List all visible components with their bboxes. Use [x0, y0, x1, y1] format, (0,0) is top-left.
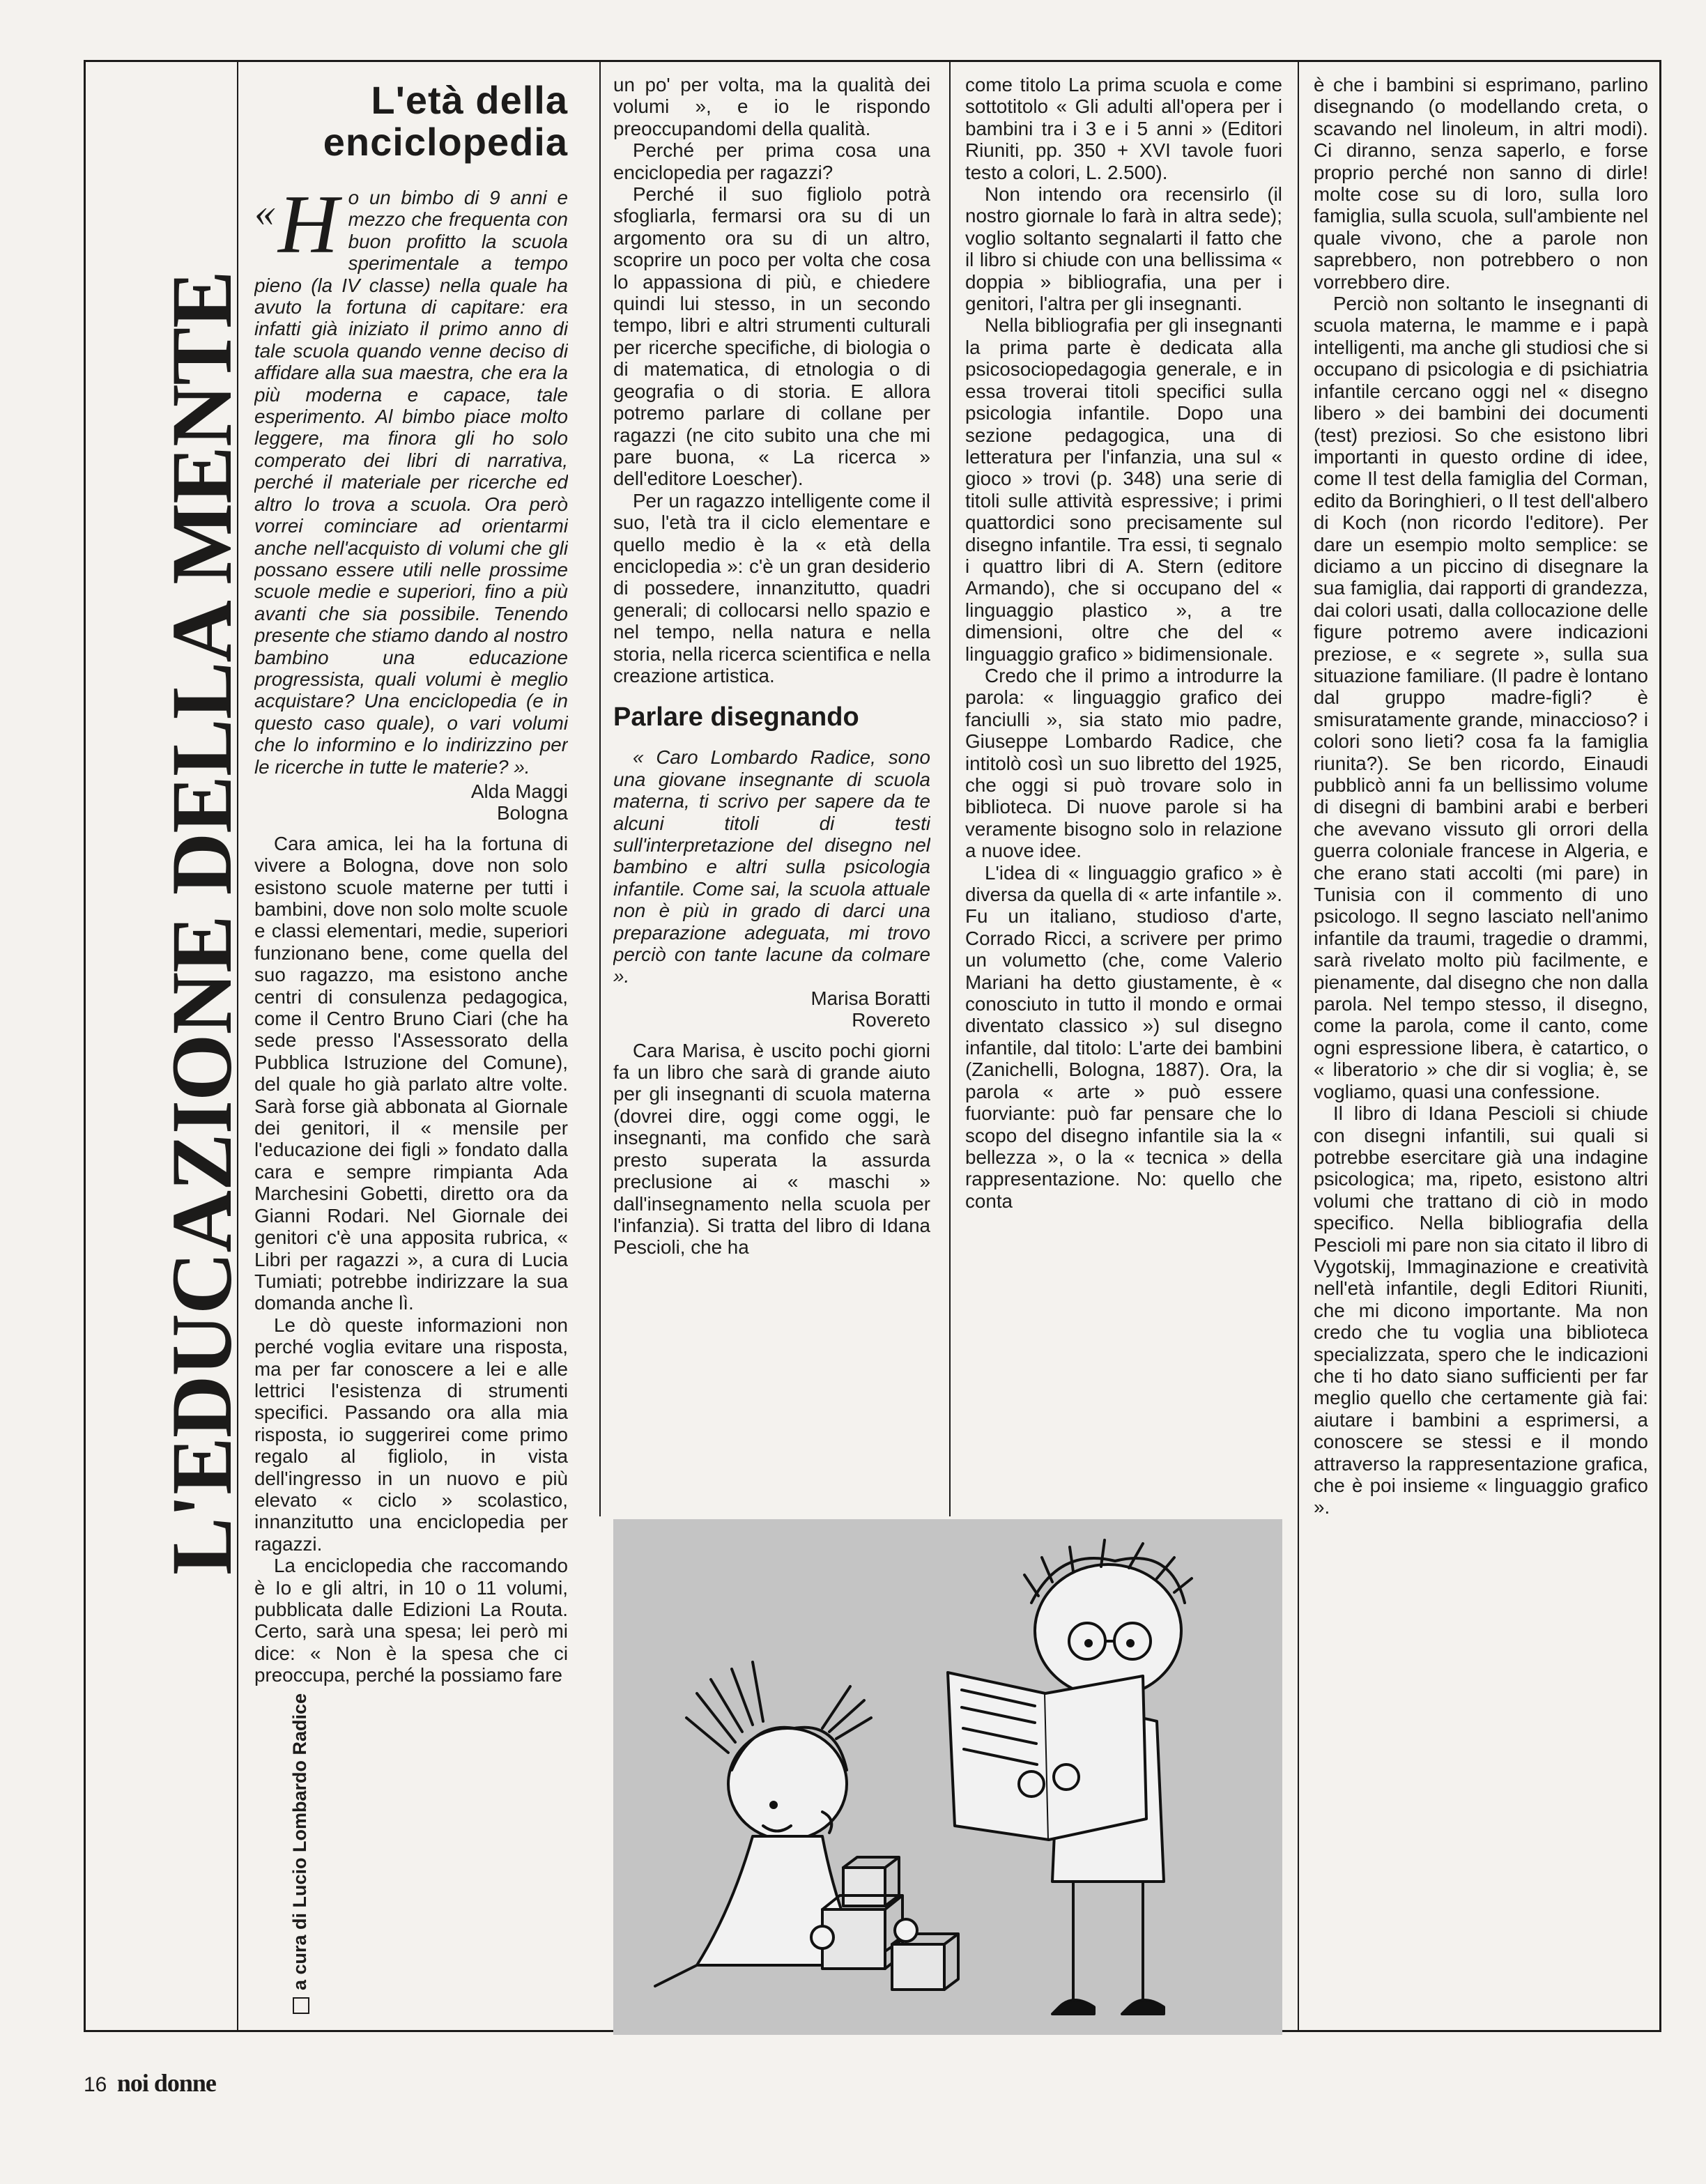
reader-letter: « Caro Lombardo Radice, sono una giovane insegnante di scuola materna, ti scrivo per sapere da te alcuni titoli di testi sull'interpretazione del disegno nel bambino e altri sulla psicologia infantile. Come sai, la scuola attuale non è più in grado di darci una preparazione adeguata, mi trovo perciò con tante lacune da colmare ». — [613, 746, 930, 987]
column-1 — [254, 74, 568, 2025]
section-title: L'EDUCAZIONE DELLA MENTE — [154, 271, 249, 1575]
title-line: enciclopedia — [323, 120, 568, 164]
quote-mark: « — [254, 189, 275, 235]
signature-name: Marisa Boratti — [810, 987, 930, 1009]
paragraph: Perciò non soltanto le insegnanti di scuola materna, le mamme e i papà intelligenti, ma anche gli studiosi che si occupano di psicologia e di psichiatria infantile cercano oggi nel « disegno libero » dei bambini dei documenti (test) preziosi. So che esistono libri importanti in questo ordine di idee, come Il test della famiglia del Corman, edito da Boringhieri, o Il test dell'albero di Koch (non ricordo l'editore). Per dare un esempio molto semplice: se diciamo a un piccino di disegnare la sua famiglia, dai rapporti di grandezza, dai colori usati, dalla collocazione delle figure potremo avere indicazioni preziose, e « segrete », sulla sua situazione familiare. (Il padre è lontano dal gruppo madre-figli? è smisuratamente grande, minaccioso? i colori sono lieti? cosa fa la famiglia riunita?). Se ben ricordo, Einaudi pubblicò anni fa un bellissimo volume di disegni di bambini arabi e berberi che avevano vissuto gli orrori della guerra coloniale francese in Algeria, e che erano stati accolti (mi pare) in Tunisia con il commento di uno psicologo. Il segno lasciato nell'animo infantile da traumi, tragedie o drammi, sarà rivelato molto più facilmente, e pienamente, dal disegno che non dalla parola. Nel tempo stesso, il disegno, come la parola, come il canto, come ogni espressione libera, è catartico, o « liberatorio » che dir si voglia; è, se vogliamo, quasi una confessione. — [1314, 293, 1648, 1102]
magazine-logo: noi donne — [116, 2069, 216, 2097]
article-title — [254, 79, 568, 163]
column-2 — [613, 74, 930, 1516]
paragraph: L'idea di « linguaggio grafico » è diversa da quella di « arte infantile ». Fu un italiano, studioso d'arte, Corrado Ricci, a scrivere per primo un volumetto (che, come Valerio Mariani ha detto giustamente, è « conosciuto in tutto il mondo e ormai diventato classico ») sul disegno infantile, dal titolo: L'arte dei bambini (Zanichelli, Bologna, 1887). Ora, la parola « arte » può essere fuorviante: può far pensare che lo scopo del disegno infantile sia la « bellezza », o la « tecnica » della rappresentazione. No: quello che conta — [965, 861, 1282, 1212]
signature-city: Bologna — [496, 802, 568, 824]
reader-letter — [254, 178, 568, 778]
column-rule — [949, 60, 951, 1516]
paragraph: Non intendo ora recensirlo (il nostro giornale lo farà in altra sede); voglio soltanto segnalarti il fatto che il libro si chiude con una bellissima « doppia » bibliografia, una per i genitori, l'altra per gli insegnanti. — [965, 183, 1282, 315]
paragraph: è che i bambini si esprimano, parlino disegnando (o modellando creta, o scavando nel linoleum, in altri modi). Ci diranno, senza saperlo, e forse proprio perché non sanno di dirle! molte cose su di loro, sulla loro famiglia, sulla scuola, sull'ambiente nel quale vivono, che a parole non saprebbero, non potrebbero o non vorrebbero dire. — [1314, 74, 1648, 293]
paragraph: Il libro di Idana Pescioli si chiude con disegni infantili, sui quali si potrebbe esercitare già una indagine psicologica; ma, ripeto, esistono altri volumi che trattano di ciò in modo specifico. Nella bibliografia della Pescioli mi pare non sia citato il libro di Vygotskij, Immaginazione e creatività nell'età infantile, degli Editori Riuniti, che mi dicono importante. Ma non credo che tu voglia una biblioteca specializzata, spero che le indicazioni che ti ho dato siano sufficienti per far meglio quello che certamente già fai: aiutare i bambini a esprimersi, a conoscere se stessi e il mondo attraverso la rappresentazione grafica, che è poi insieme « linguaggio grafico ». — [1314, 1102, 1648, 1518]
drop-cap: H — [278, 178, 339, 270]
signature-city: Rovereto — [852, 1009, 930, 1031]
title-line: L'età della — [371, 78, 568, 122]
masthead — [87, 63, 310, 2031]
paragraph: come titolo La prima scuola e come sottotitolo « Gli adulti all'opera per i bambini tra i 3 e i 5 anni » (Editori Riuniti, pp. 350 + XVI tavole fuori testo a colori, L. 2.500). — [965, 74, 1282, 183]
paragraph: Perché per prima cosa una enciclopedia per ragazzi? — [613, 139, 930, 183]
paragraph: Per un ragazzo intelligente come il suo, l'età tra il ciclo elementare e quello medio è la « età della enciclopedia »: c'è un gran desiderio di possedere, innanzitutto, quadri generali; di collocarsi nello spazio e nel tempo, nella natura e nella storia, nella ricerca scientifica e nella creazione artistica. — [613, 489, 930, 686]
illustration-children-reading — [613, 1519, 1282, 2035]
column-rule — [599, 60, 601, 1516]
paragraph: Le dò queste informazioni non perché voglia evitare una risposta, ma per far conoscere a lei e alle lettrici l'esistenza di strumenti specifici. Passando ora alla mia risposta, io suggerirei come primo regalo al figliolo, in vista dell'ingresso in un nuovo e più elevato « ciclo » scolastico, innanzitutto una enciclopedia per ragazzi. — [254, 1314, 568, 1555]
paragraph: Cara amica, lei ha la fortuna di vivere a Bologna, dove non solo esistono scuole materne per tutti i bambini, dove non solo molte scuole e classi elementari, medie, superiori funzionano bene, come quella del suo ragazzo, ma esistono anche centri di consulenza pedagogica, come il Centro Bruno Ciari (che ha sede presso l'Assessorato della Pubblica Istruzione del Comune), del quale ho già parlato altre volte. Sarà forse già abbonata al Giornale dei genitori, il « mensile per l'educazione dei figli » fondato dalla cara e sempre rimpianta Ada Marchesini Gobetti, diretto ora da Gianni Rodari. Nel Giornale dei genitori c'è una apposita rubrica, « Libri per ragazzi », a cura di Lucia Tumiati; potrebbe indirizzare la sua domanda anche lì. — [254, 832, 568, 1314]
page-number: 16 — [84, 2073, 107, 2096]
credit-text: a cura di Lucio Lombardo Radice — [289, 1693, 310, 1990]
children-drawing-image — [613, 1519, 1282, 2035]
signature-name: Alda Maggi — [470, 780, 568, 802]
subheading: Parlare disegnando — [613, 702, 859, 732]
letter-text: o un bimbo di 9 anni e mezzo che frequenta con buon profitto la scuola sperimentale a tempo pieno (la IV classe) nella quale ha avuto la fortuna di capitare: era infatti già iniziato il primo anno di tale scuola quando venne deciso di affidare alla sua maestra, che era la più moderna e capace, tale esperimento. Al bimbo piace molto leggere, ma finora gli ho solo comperato dei libri di narrativa, perché il materiale per ricerche ed altro lo trova a scuola. Ora però vorrei cominciare ad orientarmi anche nell'acquisto di volumi che gli possano essere utili nelle prossime scuole medie e superiori, fino a più avanti che sia possibile. Tenendo presente che stiamo dando al nostro bambino una educazione progressista, quali volumi è meglio acquistare? Una enciclopedia (e in questo caso quale), o vari volumi che lo informino e lo indirizzino per le ricerche in tutte le materie? ». — [254, 187, 568, 778]
column-3 — [965, 74, 1282, 1516]
paragraph: Credo che il primo a introdurre la parola: « linguaggio grafico dei fanciulli », sia stato mio padre, Giuseppe Lombardo Radice, che intitolò così un suo libretto del 1925, che oggi si può trovare solo in biblioteca. Di nuove parole si ha veramente bisogno solo in relazione a nuove idee. — [965, 664, 1282, 862]
paragraph: Cara Marisa, è uscito pochi giorni fa un libro che sarà di grande aiuto per gli insegnanti di scuola materna (dovrei dire, oggi come oggi, le insegnanti, ma confido che sarà presto superata la assurda preclusione ai « maschi » dall'insegnamento nella scuola per l'infanzia). Si tratta del libro di Idana Pescioli, che ha — [613, 1039, 930, 1259]
paragraph: Nella bibliografia per gli insegnanti la prima parte è dedicata alla psicosociopedagogia generale, e in essa troverai titoli specifici sulla psicologia infantile. Dopo una sezione pedagogica, una di letteratura per l'infanzia, una sul « gioco » trovi (p. 348) una serie di titoli sulle attività espressive; i primi quattordici sono precisamente sul disegno infantile. Tra essi, ti segnalo i quattro libri di A. Stern (editore Armando), che si occupano del « linguaggio plastico », a tre dimensioni, oltre che del « linguaggio grafico » bidimensionale. — [965, 314, 1282, 665]
column-4 — [1314, 74, 1648, 2025]
paragraph: La enciclopedia che raccomando è Io e gli altri, in 10 o 11 volumi, pubblicata dalle Edizioni La Routa. Certo, sarà una spesa; lei però mi dice: « Non è la spesa che ci preoccupa, perché la possiamo fare — [254, 1555, 568, 1686]
paragraph: Perché il suo figliolo potrà sfogliarla, fermarsi ora su di un argomento ora su di un altro, scoprire un poco per volta che cosa lo appassiona di più, e chiedere quindi lui stesso, in un secondo tempo, libri e altri strumenti culturali per ricerche specifiche, di biologia o di matematica, di etnologia o di geografia o di storia. E allora potremo parlare di collane per ragazzi (ne cito subito una che mi pare buona, « La ricerca » dell'editore Loescher). — [613, 183, 930, 490]
page-footer — [84, 2068, 216, 2098]
column-rule — [1298, 60, 1299, 2032]
paragraph: un po' per volta, ma la qualità dei volumi », e io le rispondo preoccupandomi della qualità. — [613, 74, 930, 139]
